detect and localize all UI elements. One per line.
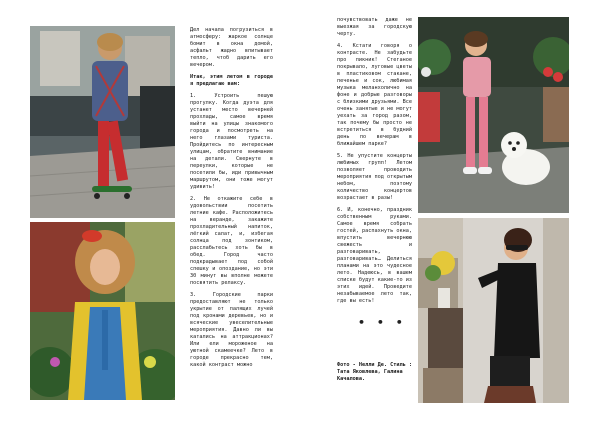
curly-girl-illustration (30, 222, 175, 400)
girl-dog-illustration (418, 17, 569, 213)
woman-illustration (418, 218, 569, 403)
tip-6-paragraph: 6. И, конечно, праздник собственным руками. Самое время собрать гостей, распахнуть окна, впустить вечернюю свежесть и разговаривать, разговаривать… Делиться планами на это чудесное лето. Надеюсь, в вашем списке будут какие-то из этих идей. Проведите незабываемое лето так, где вы есть! (337, 207, 412, 304)
tip-1-paragraph: 1. Устроить пешую прогулку. Когда дуэта для устанет место вечерней прохлады, самое время выйти на улицы знакомого города и посмотреть на него глазами туриста. Пройдитесь по интересным улицам, обратите внимание на детали. Свернуте в переулки, которые не посетили бы, иди привычным маршрутом, они тоже могут удивить! (190, 93, 273, 190)
section-divider-dots: • • • (358, 316, 407, 329)
intro-paragraph: Дел начала погрузиться в атмосферу: жаркое солнце бомит в окна домой, асфальт жадно впитывает тепло, чтоб дарить его вечером. (190, 27, 273, 68)
article-column-2 (337, 17, 412, 317)
tip-5-paragraph: 5. Не упустите концерты любимых групп! Летом позволяет проводить мероприятия под открытым небом, поэтому количество концертов возрастает в разы! (337, 153, 412, 201)
article-column-1 (190, 27, 273, 402)
boy-skateboard-photo (30, 26, 175, 218)
tip-3-paragraph: 3. Городские парки предоставляют не только укрытие от палящих лучей под кронами деревьев, но и всяческие увеселительные мероприятия. Давно ли вы катались на аттракционах? Или ели мороженое на уютной скамеечке? Лето в городе прекрасно тем, какой контраст можно (190, 292, 273, 368)
woman-photo (418, 218, 569, 403)
photo-credit: Фото - Нелли Де. Стиль : Тата Яковлева, Галина Качалова. (337, 362, 412, 382)
tip-4-paragraph: 4. Кстати говоря о контрасте. Не забудьте про пикник! Стеганое покрывало, луговые цветы в пластиковом стакане, печенье и сок, любимая музыка меланхолично на фоне и добрые разговоры с близкими друзьями. Все очень занятые и не могут уехать за город разом, так почему бы просто не встретиться в будний день по вечерам в ближайшем парке? (337, 43, 412, 147)
continued-paragraph: почувствовать даже не выезжая за городскую черту. (337, 17, 412, 37)
tip-2-paragraph: 2. Не откажите себе в удовольствии посетить летние кафе. Расположитесь на веранде, закажите прохладительный напиток, лёгкий салат, и, избегая солнца под зонтиком, расслабьтесь хоть бы в обед. Город часто подкрадывает под собой спешку и опоздание, но эти 30 минут вы вполне можете посвятить релаксу. (190, 196, 273, 286)
curly-girl-photo (30, 222, 175, 400)
boy-skateboard-illustration (30, 26, 175, 218)
lead-paragraph: Итак, этим летом в городе я предлагаю вам: (190, 74, 273, 87)
girl-dog-photo (418, 17, 569, 213)
